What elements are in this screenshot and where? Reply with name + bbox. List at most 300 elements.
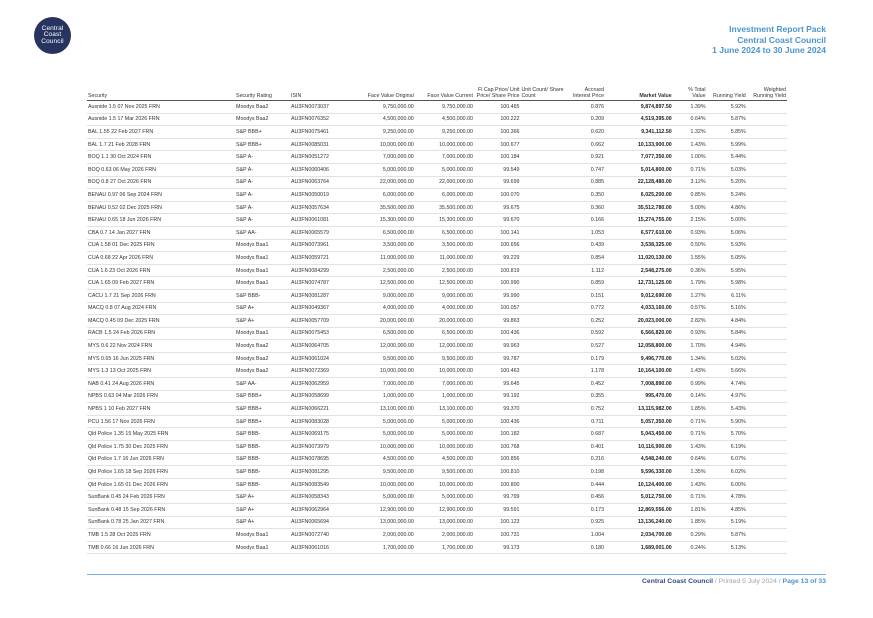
cell-isin: AU3FN0061081 — [290, 214, 356, 227]
cell-market-value: 4,033,160.00 — [605, 302, 673, 315]
cell-face-original: 6,500,000.00 — [356, 226, 415, 239]
cell-unit-count — [520, 504, 567, 517]
cell-rating: Moodys Baa1 — [235, 327, 290, 340]
cell-rating: Moodys Baa1 — [235, 264, 290, 277]
cell-running-yield: 4.74% — [707, 378, 747, 391]
cell-pct: 0.85% — [673, 189, 707, 202]
cell-weighted-yield — [747, 478, 787, 491]
column-header-accrued: Accrued Interest Price — [567, 79, 605, 101]
cell-face-original: 9,750,000.00 — [356, 101, 415, 114]
cell-price: 100.184 — [474, 151, 521, 164]
cell-unit-count — [520, 201, 567, 214]
cell-face-current: 1,000,000.00 — [415, 390, 474, 403]
cell-isin: AU3FN0063764 — [290, 176, 356, 189]
cell-face-original: 5,000,000.00 — [356, 415, 415, 428]
cell-market-value: 10,124,400.00 — [605, 478, 673, 491]
cell-pct: 2.82% — [673, 315, 707, 328]
cell-price: 100.731 — [474, 529, 521, 542]
cell-unit-count — [520, 277, 567, 290]
cell-isin: AU3FN0073961 — [290, 239, 356, 252]
cell-rating: S&P BBB+ — [235, 126, 290, 139]
cell-accrued: 0.439 — [567, 239, 605, 252]
cell-face-original: 15,300,000.00 — [356, 214, 415, 227]
table-row — [87, 529, 787, 542]
cell-running-yield: 5.02% — [707, 352, 747, 365]
cell-weighted-yield — [747, 453, 787, 466]
cell-face-current: 5,000,000.00 — [415, 491, 474, 504]
cell-face-current: 6,000,000.00 — [415, 189, 474, 202]
cell-security: RACB 1.5 24 Feb 2026 FRN — [87, 327, 235, 340]
cell-pct: 0.24% — [673, 541, 707, 554]
cell-pct: 0.50% — [673, 239, 707, 252]
cell-price: 99.675 — [474, 201, 521, 214]
cell-price: 100.070 — [474, 189, 521, 202]
cell-running-yield: 5.06% — [707, 226, 747, 239]
cell-face-current: 3,500,000.00 — [415, 239, 474, 252]
cell-rating: S&P BBB- — [235, 453, 290, 466]
cell-weighted-yield — [747, 529, 787, 542]
cell-security: PCU 1.56 17 Nov 2026 FRN — [87, 415, 235, 428]
cell-security: MYS 0.65 16 Jun 2025 FRN — [87, 352, 235, 365]
cell-pct: 1.43% — [673, 441, 707, 454]
cell-pct: 0.93% — [673, 327, 707, 340]
cell-security: NPBS 0.63 04 Mar 2026 FRN — [87, 390, 235, 403]
cell-accrued: 0.209 — [567, 113, 605, 126]
cell-market-value: 9,012,690.00 — [605, 289, 673, 302]
cell-running-yield: 5.70% — [707, 428, 747, 441]
cell-unit-count — [520, 289, 567, 302]
cell-accrued: 0.592 — [567, 327, 605, 340]
cell-isin: AU3FN0058699 — [290, 390, 356, 403]
cell-market-value: 11,020,130.00 — [605, 252, 673, 265]
cell-weighted-yield — [747, 189, 787, 202]
cell-security: MACQ 0.8 07 Aug 2024 FRN — [87, 302, 235, 315]
cell-face-original: 5,000,000.00 — [356, 163, 415, 176]
cell-face-original: 10,000,000.00 — [356, 478, 415, 491]
cell-weighted-yield — [747, 378, 787, 391]
cell-running-yield: 5.19% — [707, 516, 747, 529]
cell-accrued: 0.456 — [567, 491, 605, 504]
cell-market-value: 12,869,556.00 — [605, 504, 673, 517]
cell-security: BOQ 0.63 06 May 2026 FRN — [87, 163, 235, 176]
cell-weighted-yield — [747, 113, 787, 126]
table-row — [87, 415, 787, 428]
cell-rating: S&P AA- — [235, 226, 290, 239]
cell-unit-count — [520, 352, 567, 365]
cell-face-original: 22,000,000.00 — [356, 176, 415, 189]
cell-security: BOQ 1.1 30 Oct 2024 FRN — [87, 151, 235, 164]
cell-rating: S&P BBB- — [235, 478, 290, 491]
cell-market-value: 12,731,125.00 — [605, 277, 673, 290]
cell-security: BENAU 0.97 06 Sep 2024 FRN — [87, 189, 235, 202]
cell-security: Ausnide 1.5 17 Mar 2026 FRN — [87, 113, 235, 126]
cell-running-yield: 4.84% — [707, 315, 747, 328]
cell-market-value: 6,577,610.00 — [605, 226, 673, 239]
cell-face-original: 10,000,000.00 — [356, 441, 415, 454]
cell-face-current: 9,750,000.00 — [415, 101, 474, 114]
cell-face-original: 1,700,000.00 — [356, 541, 415, 554]
cell-price: 99.645 — [474, 378, 521, 391]
cell-pct: 0.64% — [673, 453, 707, 466]
cell-market-value: 7,008,890.00 — [605, 378, 673, 391]
cell-price: 100.182 — [474, 428, 521, 441]
cell-running-yield: 6.11% — [707, 289, 747, 302]
cell-unit-count — [520, 315, 567, 328]
cell-market-value: 6,025,200.00 — [605, 189, 673, 202]
cell-security: MYS 0.6 22 Nov 2024 FRN — [87, 340, 235, 353]
cell-rating: S&P A+ — [235, 302, 290, 315]
cell-accrued: 0.876 — [567, 101, 605, 114]
table-row — [87, 277, 787, 290]
cell-price: 99.229 — [474, 252, 521, 265]
cell-face-current: 9,000,000.00 — [415, 289, 474, 302]
cell-accrued: 0.620 — [567, 126, 605, 139]
cell-security: SunBank 0.45 24 Feb 2026 FRN — [87, 491, 235, 504]
table-row — [87, 541, 787, 554]
cell-unit-count — [520, 541, 567, 554]
cell-unit-count — [520, 327, 567, 340]
table-row — [87, 365, 787, 378]
cell-unit-count — [520, 138, 567, 151]
cell-face-original: 4,500,000.00 — [356, 113, 415, 126]
cell-weighted-yield — [747, 352, 787, 365]
cell-rating: S&P BBB+ — [235, 138, 290, 151]
table-header-row — [87, 79, 787, 101]
cell-accrued: 0.925 — [567, 516, 605, 529]
cell-market-value: 4,548,240.00 — [605, 453, 673, 466]
cell-face-current: 4,500,000.00 — [415, 453, 474, 466]
cell-isin: AU3FN0075461 — [290, 126, 356, 139]
cell-security: Qld Police 1.35 15 May 2025 FRN — [87, 428, 235, 441]
cell-rating: S&P BBB- — [235, 466, 290, 479]
table-row — [87, 138, 787, 151]
cell-pct: 1.85% — [673, 516, 707, 529]
cell-running-yield: 4.97% — [707, 390, 747, 403]
column-header-unit-count: Unit Count/ Share Count — [520, 79, 567, 101]
cell-market-value: 5,057,350.00 — [605, 415, 673, 428]
table-row — [87, 113, 787, 126]
cell-price: 100.677 — [474, 138, 521, 151]
cell-face-original: 2,500,000.00 — [356, 264, 415, 277]
column-header-weighted-yield: Weighted Running Yield — [747, 79, 787, 101]
table-row — [87, 327, 787, 340]
table-row — [87, 151, 787, 164]
cell-running-yield: 5.66% — [707, 365, 747, 378]
cell-face-original: 10,000,000.00 — [356, 365, 415, 378]
cell-face-original: 13,000,000.00 — [356, 516, 415, 529]
cell-unit-count — [520, 264, 567, 277]
cell-rating: Moodys Baa2 — [235, 340, 290, 353]
cell-weighted-yield — [747, 466, 787, 479]
table-row — [87, 340, 787, 353]
cell-isin: AU3FN0081287 — [290, 289, 356, 302]
cell-face-current: 6,500,000.00 — [415, 327, 474, 340]
cell-pct: 0.29% — [673, 529, 707, 542]
logo-line-2: Coast — [43, 31, 62, 39]
cell-face-current: 9,500,000.00 — [415, 466, 474, 479]
cell-weighted-yield — [747, 491, 787, 504]
table-row — [87, 378, 787, 391]
cell-running-yield: 5.05% — [707, 252, 747, 265]
cell-price: 99.173 — [474, 541, 521, 554]
cell-face-current: 10,000,000.00 — [415, 478, 474, 491]
cell-isin: AU3FN0059721 — [290, 252, 356, 265]
cell-face-current: 5,000,000.00 — [415, 415, 474, 428]
cell-security: CBA 0.7 14 Jan 2027 FRN — [87, 226, 235, 239]
cell-rating: S&P BBB+ — [235, 415, 290, 428]
page-footer — [642, 578, 826, 585]
cell-running-yield: 5.99% — [707, 138, 747, 151]
council-logo — [34, 17, 71, 54]
column-header-rating: Security Rating — [235, 79, 290, 101]
cell-security: Ausnide 1.5 07 Nov 2025 FRN — [87, 101, 235, 114]
cell-unit-count — [520, 428, 567, 441]
cell-unit-count — [520, 239, 567, 252]
cell-pct: 0.14% — [673, 390, 707, 403]
cell-security: Qld Police 1.65 01 Dec 2026 FRN — [87, 478, 235, 491]
cell-accrued: 0.180 — [567, 541, 605, 554]
cell-security: NPBS 1 10 Feb 2027 FRN — [87, 403, 235, 416]
cell-price: 99.549 — [474, 163, 521, 176]
cell-running-yield: 5.95% — [707, 264, 747, 277]
cell-price: 100.810 — [474, 466, 521, 479]
cell-accrued: 0.772 — [567, 302, 605, 315]
cell-unit-count — [520, 415, 567, 428]
cell-market-value: 13,115,982.00 — [605, 403, 673, 416]
cell-market-value: 22,128,480.00 — [605, 176, 673, 189]
cell-isin: AU3FN0073037 — [290, 101, 356, 114]
cell-weighted-yield — [747, 163, 787, 176]
cell-rating: S&P A+ — [235, 315, 290, 328]
cell-market-value: 995,470.00 — [605, 390, 673, 403]
cell-unit-count — [520, 529, 567, 542]
table-row — [87, 189, 787, 202]
cell-face-original: 10,000,000.00 — [356, 138, 415, 151]
cell-face-original: 6,000,000.00 — [356, 189, 415, 202]
cell-running-yield: 4.85% — [707, 504, 747, 517]
cell-security: MYS 1.3 13 Oct 2025 FRN — [87, 365, 235, 378]
cell-pct: 1.27% — [673, 289, 707, 302]
cell-security: CUA 1.6 23 Oct 2026 FRN — [87, 264, 235, 277]
cell-price: 100.123 — [474, 516, 521, 529]
cell-accrued: 0.747 — [567, 163, 605, 176]
cell-face-current: 6,500,000.00 — [415, 226, 474, 239]
cell-face-current: 13,000,000.00 — [415, 516, 474, 529]
cell-weighted-yield — [747, 226, 787, 239]
cell-running-yield: 5.92% — [707, 101, 747, 114]
cell-unit-count — [520, 491, 567, 504]
cell-pct: 1.43% — [673, 365, 707, 378]
cell-pct: 0.36% — [673, 264, 707, 277]
cell-running-yield: 5.03% — [707, 163, 747, 176]
cell-unit-count — [520, 163, 567, 176]
cell-isin: AU3FN0073979 — [290, 441, 356, 454]
cell-weighted-yield — [747, 176, 787, 189]
cell-running-yield: 4.94% — [707, 340, 747, 353]
cell-price: 100.656 — [474, 239, 521, 252]
column-header-security: Security — [87, 79, 235, 101]
cell-pct: 0.71% — [673, 163, 707, 176]
cell-weighted-yield — [747, 126, 787, 139]
cell-rating: S&P A+ — [235, 504, 290, 517]
cell-accrued: 0.452 — [567, 378, 605, 391]
cell-weighted-yield — [747, 541, 787, 554]
cell-accrued: 0.921 — [567, 151, 605, 164]
cell-unit-count — [520, 365, 567, 378]
cell-price: 100.990 — [474, 277, 521, 290]
cell-face-current: 5,000,000.00 — [415, 163, 474, 176]
table-row — [87, 239, 787, 252]
cell-rating: S&P A- — [235, 176, 290, 189]
cell-security: BENAU 0.65 18 Jun 2026 FRN — [87, 214, 235, 227]
cell-face-current: 10,000,000.00 — [415, 365, 474, 378]
cell-face-current: 13,100,000.00 — [415, 403, 474, 416]
cell-running-yield: 6.07% — [707, 453, 747, 466]
cell-rating: Moodys Baa1 — [235, 529, 290, 542]
cell-market-value: 1,689,001.00 — [605, 541, 673, 554]
table-row — [87, 403, 787, 416]
cell-face-current: 7,000,000.00 — [415, 378, 474, 391]
cell-price: 99.699 — [474, 176, 521, 189]
cell-running-yield: 4.86% — [707, 201, 747, 214]
table-row — [87, 201, 787, 214]
cell-running-yield: 5.87% — [707, 113, 747, 126]
cell-face-original: 3,500,000.00 — [356, 239, 415, 252]
cell-isin: AU3FN0061016 — [290, 541, 356, 554]
cell-accrued: 0.173 — [567, 504, 605, 517]
cell-market-value: 2,548,275.00 — [605, 264, 673, 277]
cell-unit-count — [520, 390, 567, 403]
cell-security: BAL 1.7 21 Feb 2028 FRN — [87, 138, 235, 151]
table-row — [87, 390, 787, 403]
cell-price: 99.192 — [474, 390, 521, 403]
cell-accrued: 1.112 — [567, 264, 605, 277]
cell-unit-count — [520, 302, 567, 315]
cell-accrued: 1.178 — [567, 365, 605, 378]
table-row — [87, 478, 787, 491]
cell-running-yield: 6.00% — [707, 478, 747, 491]
cell-price: 99.799 — [474, 491, 521, 504]
cell-pct: 1.00% — [673, 151, 707, 164]
cell-market-value: 5,043,450.00 — [605, 428, 673, 441]
cell-isin: AU3FN0066221 — [290, 403, 356, 416]
cell-face-current: 10,000,000.00 — [415, 441, 474, 454]
cell-isin: AU3FN0072369 — [290, 365, 356, 378]
cell-face-original: 7,000,000.00 — [356, 378, 415, 391]
cell-security: Qld Police 1.7 16 Jun 2026 FRN — [87, 453, 235, 466]
cell-security: SunBank 0.78 25 Jan 2027 FRN — [87, 516, 235, 529]
cell-accrued: 0.687 — [567, 428, 605, 441]
cell-price: 99.990 — [474, 289, 521, 302]
cell-security: Qld Police 1.75 30 Dec 2025 FRN — [87, 441, 235, 454]
cell-face-current: 15,300,000.00 — [415, 214, 474, 227]
cell-price: 99.787 — [474, 352, 521, 365]
cell-face-current: 9,500,000.00 — [415, 352, 474, 365]
cell-pct: 0.64% — [673, 113, 707, 126]
cell-isin: AU3FN0074787 — [290, 277, 356, 290]
footer-organisation: Central Coast Council — [642, 578, 713, 585]
cell-price: 100.057 — [474, 302, 521, 315]
cell-accrued: 0.216 — [567, 453, 605, 466]
cell-isin: AU3FN0078695 — [290, 453, 356, 466]
column-header-running-yield: Running Yield — [707, 79, 747, 101]
cell-market-value: 7,077,350.00 — [605, 151, 673, 164]
footer-divider — [87, 574, 826, 575]
cell-face-original: 35,500,000.00 — [356, 201, 415, 214]
table-row — [87, 504, 787, 517]
table-row — [87, 302, 787, 315]
cell-rating: S&P A- — [235, 214, 290, 227]
cell-market-value: 9,496,770.00 — [605, 352, 673, 365]
cell-rating: S&P A- — [235, 163, 290, 176]
cell-isin: AU3FN0058343 — [290, 491, 356, 504]
cell-rating: S&P BBB+ — [235, 390, 290, 403]
cell-pct: 1.32% — [673, 126, 707, 139]
cell-accrued: 0.662 — [567, 138, 605, 151]
cell-running-yield: 5.87% — [707, 529, 747, 542]
report-header — [712, 24, 826, 56]
cell-price: 100.366 — [474, 126, 521, 139]
cell-market-value: 10,164,100.00 — [605, 365, 673, 378]
table-body — [87, 101, 787, 554]
cell-unit-count — [520, 176, 567, 189]
cell-pct: 0.99% — [673, 378, 707, 391]
cell-isin: AU3FN0062964 — [290, 504, 356, 517]
cell-weighted-yield — [747, 327, 787, 340]
cell-weighted-yield — [747, 504, 787, 517]
cell-weighted-yield — [747, 201, 787, 214]
column-header-pct: % Total Value — [673, 79, 707, 101]
report-title: Investment Report Pack — [729, 24, 826, 34]
cell-face-current: 35,500,000.00 — [415, 201, 474, 214]
cell-face-current: 22,000,000.00 — [415, 176, 474, 189]
table-row — [87, 491, 787, 504]
cell-running-yield: 5.16% — [707, 302, 747, 315]
cell-price: 99.670 — [474, 214, 521, 227]
cell-isin: AU3FN0065694 — [290, 516, 356, 529]
cell-face-original: 12,500,000.00 — [356, 277, 415, 290]
cell-face-original: 9,000,000.00 — [356, 289, 415, 302]
cell-unit-count — [520, 126, 567, 139]
cell-security: BENAU 0.52 02 Dec 2025 FRN — [87, 201, 235, 214]
cell-unit-count — [520, 340, 567, 353]
cell-pct: 3.12% — [673, 176, 707, 189]
cell-face-original: 11,000,000.00 — [356, 252, 415, 265]
cell-weighted-yield — [747, 340, 787, 353]
cell-market-value: 9,874,897.50 — [605, 101, 673, 114]
cell-isin: AU3FN0085031 — [290, 138, 356, 151]
cell-running-yield: 5.93% — [707, 239, 747, 252]
table-row — [87, 289, 787, 302]
cell-pct: 1.43% — [673, 138, 707, 151]
cell-security: CUA 1.58 01 Dec 2025 FRN — [87, 239, 235, 252]
cell-face-current: 12,000,000.00 — [415, 340, 474, 353]
table-row — [87, 516, 787, 529]
column-header-isin: ISIN — [290, 79, 356, 101]
cell-security: TMB 0.66 16 Jun 2026 FRN — [87, 541, 235, 554]
cell-pct: 0.93% — [673, 226, 707, 239]
cell-weighted-yield — [747, 403, 787, 416]
cell-running-yield: 5.44% — [707, 151, 747, 164]
cell-face-original: 12,900,000.00 — [356, 504, 415, 517]
cell-price: 100.819 — [474, 264, 521, 277]
table-row — [87, 163, 787, 176]
cell-pct: 0.71% — [673, 428, 707, 441]
column-header-price: Fl Cap Price/ Unit Price/ Share Price — [474, 79, 521, 101]
cell-face-current: 12,500,000.00 — [415, 277, 474, 290]
table-row — [87, 264, 787, 277]
cell-weighted-yield — [747, 239, 787, 252]
